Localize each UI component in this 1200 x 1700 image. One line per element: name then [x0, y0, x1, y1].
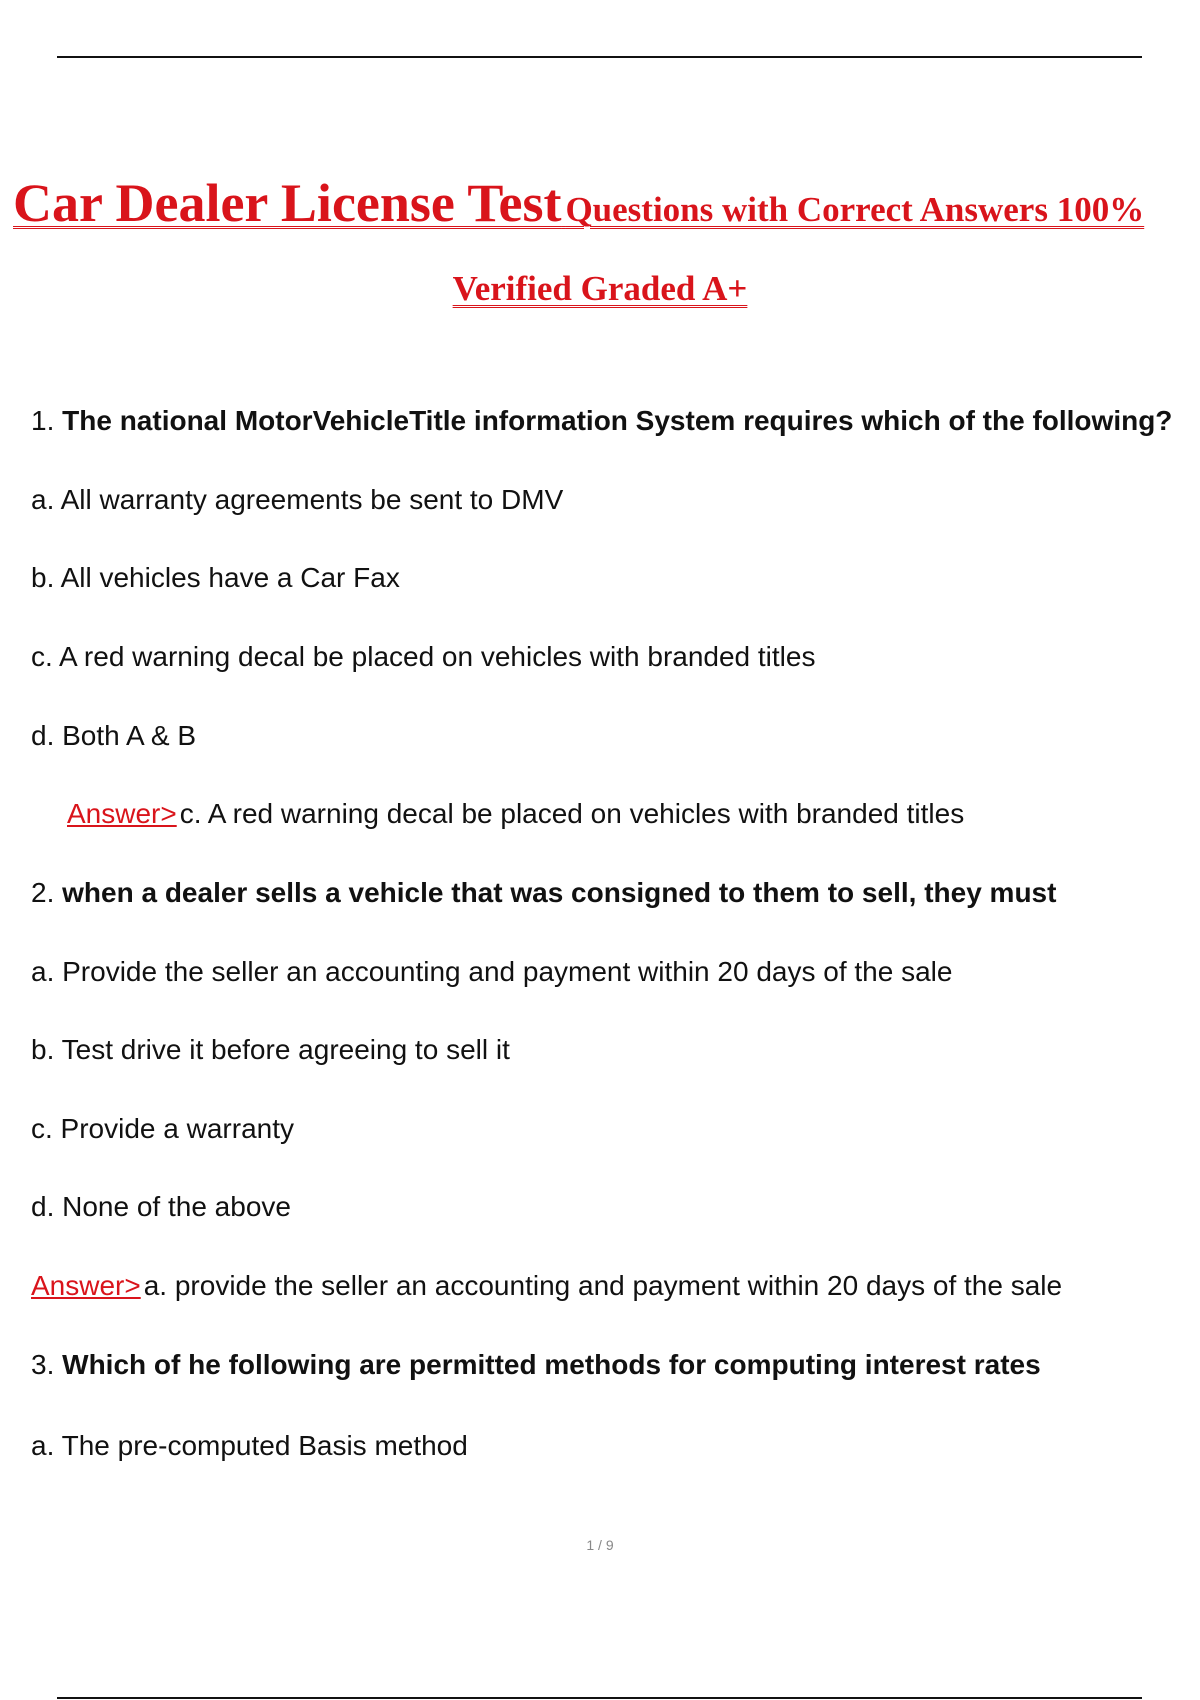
title-rest: Questions with Correct Answers 100% [565, 190, 1145, 229]
q2-option-a: a. Provide the seller an accounting and payment within 20 days of the sale [31, 956, 953, 987]
question-1 [31, 404, 1172, 438]
answer-text: a. provide the seller an accounting and payment within 20 days of the sale [143, 1270, 1063, 1301]
q1-answer [67, 797, 964, 831]
q1-option-b: b. All vehicles have a Car Fax [31, 562, 400, 593]
q3-option-a: a. The pre-computed Basis method [31, 1430, 468, 1461]
q1-option-c: c. A red warning decal be placed on vehicles with branded titles [31, 641, 816, 672]
top-rule [57, 56, 1142, 58]
q1-option-d: d. Both A & B [31, 720, 197, 751]
question-text: Which of he following are permitted methods for computing interest rates [62, 1349, 1041, 1380]
question-number: 3. [31, 1349, 55, 1380]
answer-text: c. A red warning decal be placed on vehicles with branded titles [179, 798, 965, 829]
question-3 [31, 1348, 1041, 1382]
q2-option-d: d. None of the above [31, 1191, 291, 1222]
document-subtitle: Verified Graded A+ [452, 269, 748, 308]
answer-label: Answer> [67, 798, 177, 829]
question-text: when a dealer sells a vehicle that was consigned to them to sell, they must [62, 877, 1057, 908]
bottom-rule [57, 1697, 1142, 1699]
question-number: 2. [31, 877, 55, 908]
title-main: Car Dealer License Test [13, 174, 562, 233]
q2-answer [31, 1269, 1062, 1303]
q1-option-a: a. All warranty agreements be sent to DMV [31, 484, 564, 515]
question-2 [31, 876, 1056, 910]
document-title [13, 174, 1200, 233]
page-indicator: 1 / 9 [586, 1537, 614, 1553]
question-number: 1. [31, 405, 55, 436]
q2-option-b: b. Test drive it before agreeing to sell it [31, 1034, 510, 1065]
question-text: The national MotorVehicleTitle information System requires which of the following? [62, 405, 1173, 436]
q2-option-c: c. Provide a warranty [31, 1113, 294, 1144]
answer-label: Answer> [31, 1270, 141, 1301]
